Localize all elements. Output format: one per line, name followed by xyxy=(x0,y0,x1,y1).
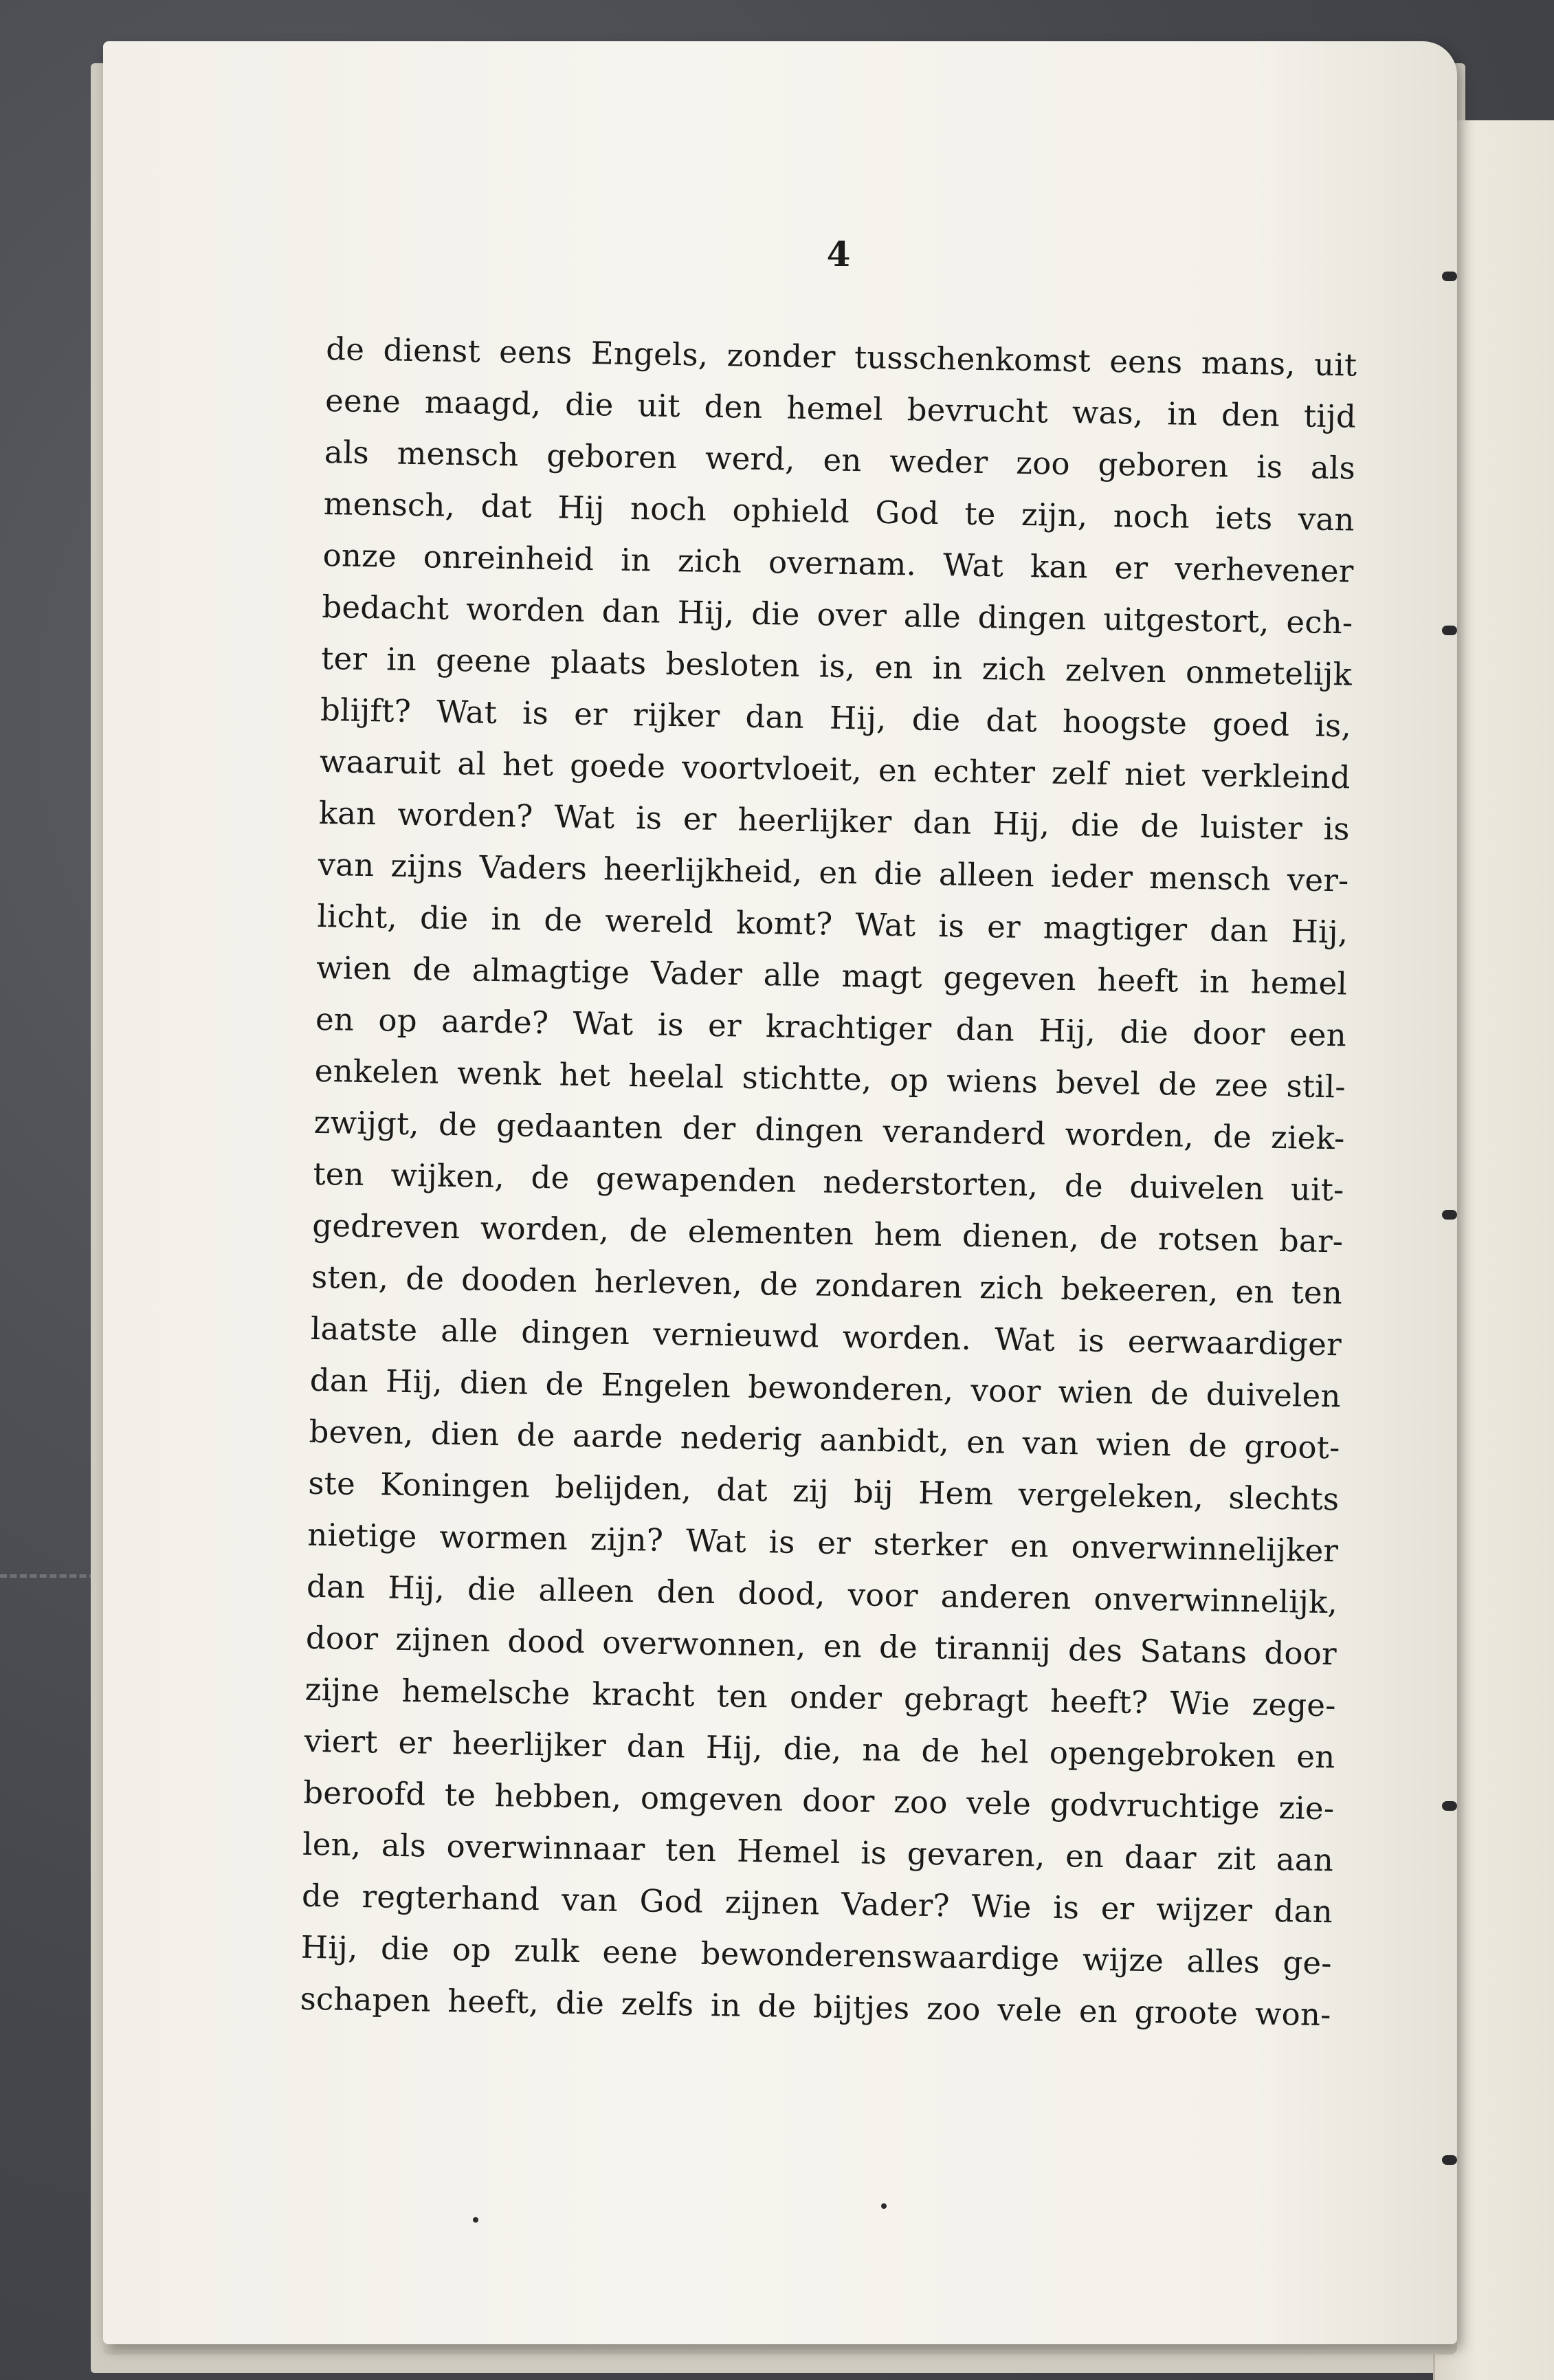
text-line: de regterhand van God zijnen Vader? Wie is er wijzer dan xyxy=(301,1877,1333,1930)
fabric-stitching xyxy=(0,1574,96,1578)
text-line: blijft? Wat is er rijker dan Hij, die dat hoogste goed is, xyxy=(320,691,1352,745)
text-line: bedacht worden dan Hij, die over alle dingen uitgestort, ech- xyxy=(322,588,1353,641)
text-line: schapen heeft, die zelfs in de bijtjes zoo vele en groote won- xyxy=(300,1980,1331,2034)
text-line: beven, dien de aarde nederig aanbidt, en van wien de groot- xyxy=(309,1413,1340,1466)
text-line: ter in geene plaats besloten is, en in zich zelven onmetelijk xyxy=(320,639,1353,693)
binding-hole xyxy=(1442,272,1457,281)
text-line: wien de almagtige Vader alle magt gegeven heeft in hemel xyxy=(315,949,1348,1002)
text-line: nietige wormen zijn? Wat is er sterker en onverwinnelijker xyxy=(307,1516,1339,1569)
page-number: 4 xyxy=(826,234,851,274)
text-line: dan Hij, dien de Engelen bewonderen, voor wien de duivelen xyxy=(309,1361,1342,1415)
text-line: eene maagd, die uit den hemel bevrucht was, in den tijd xyxy=(324,382,1357,435)
text-line: zijne hemelsche kracht ten onder gebragt heeft? Wie zege- xyxy=(304,1671,1337,1724)
text-line: als mensch geboren werd, en weder zoo geboren is als xyxy=(324,433,1356,487)
text-line: onze onreinheid in zich overnam. Wat kan er verhevener xyxy=(322,536,1354,590)
text-line: enkelen wenk het heelal stichtte, op wiens bevel de zee stil- xyxy=(314,1052,1346,1105)
paper-speck xyxy=(473,2217,478,2223)
binding-hole xyxy=(1442,2155,1457,2165)
text-line: viert er heerlijker dan Hij, die, na de hel opengebroken en xyxy=(304,1722,1335,1776)
text-line: zwijgt, de gedaanten der dingen veranderd worden, de ziek- xyxy=(313,1103,1345,1157)
paper-speck xyxy=(881,2203,887,2209)
binding-hole xyxy=(1442,1801,1457,1811)
text-line: de dienst eens Engels, zonder tusschenkomst eens mans, uit xyxy=(325,330,1357,384)
text-line: waaruit al het goede voortvloeit, en echter zelf niet verkleind xyxy=(319,742,1351,796)
text-line: beroofd te hebben, omgeven door zoo vele godvruchtige zie- xyxy=(303,1774,1335,1827)
text-line: licht, die in de wereld komt? Wat is er magtiger dan Hij, xyxy=(317,897,1348,951)
text-line: len, als overwinnaar ten Hemel is gevaren, en daar zit aan xyxy=(302,1825,1334,1879)
text-line: laatste alle dingen vernieuwd worden. Wat is eerwaardiger xyxy=(310,1310,1342,1363)
text-line: en op aarde? Wat is er krachtiger dan Hij, die door een xyxy=(315,1000,1347,1054)
binding-hole xyxy=(1442,626,1457,635)
body-text xyxy=(300,323,1357,2040)
text-line: kan worden? Wat is er heerlijker dan Hij, die de luister is xyxy=(318,794,1351,848)
binding-hole xyxy=(1442,1210,1457,1220)
text-line: mensch, dat Hij noch ophield God te zijn, noch iets van xyxy=(323,485,1355,538)
text-line: dan Hij, die alleen den dood, voor anderen onverwinnelijk, xyxy=(306,1567,1338,1621)
text-line: gedreven worden, de elementen hem dienen, de rotsen bar- xyxy=(311,1206,1344,1260)
text-line: van zijns Vaders heerlijkheid, en die alleen ieder mensch ver- xyxy=(318,846,1349,899)
text-line: sten, de dooden herleven, de zondaren zich bekeeren, en ten xyxy=(311,1258,1343,1312)
text-line: ten wijken, de gewapenden nederstorten, de duivelen uit- xyxy=(313,1155,1344,1209)
text-line: Hij, die op zulk eene bewonderenswaardige wijze alles ge- xyxy=(300,1928,1333,1982)
text-line: ste Koningen belijden, dat zij bij Hem vergeleken, slechts xyxy=(308,1464,1340,1518)
text-line: door zijnen dood overwonnen, en de tirannij des Satans door xyxy=(305,1619,1337,1673)
